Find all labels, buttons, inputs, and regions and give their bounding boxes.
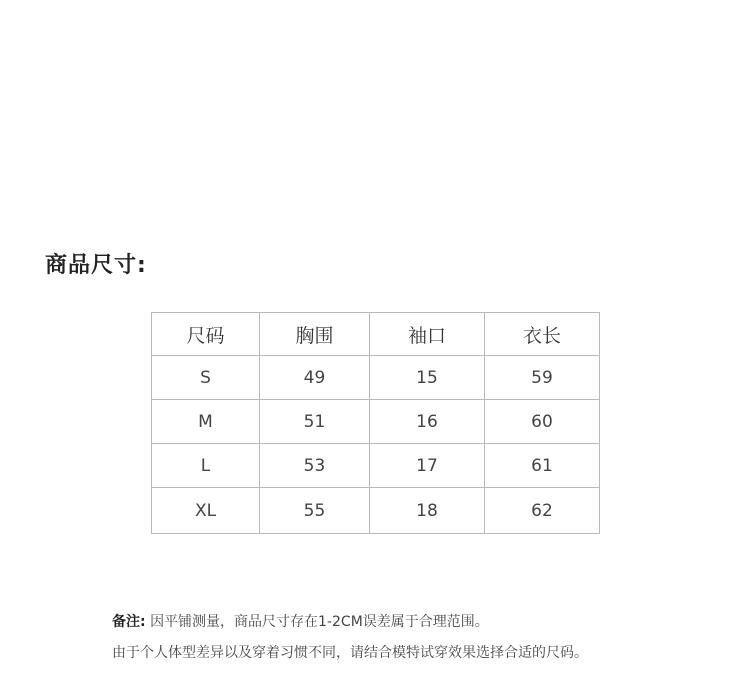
cell-size: XL (152, 488, 260, 534)
cell-cuff: 15 (370, 356, 485, 400)
cell-chest: 53 (260, 444, 370, 488)
cell-chest: 51 (260, 400, 370, 444)
note-line-1 (112, 611, 489, 631)
cell-length: 59 (485, 356, 600, 400)
header-chest: 胸围 (260, 313, 370, 356)
cell-length: 61 (485, 444, 600, 488)
note-text-2: 由于个人体型差异以及穿着习惯不同，请结合模特试穿效果选择合适的尺码。 (112, 645, 588, 661)
cell-size: L (152, 444, 260, 488)
cell-cuff: 17 (370, 444, 485, 488)
cell-cuff: 18 (370, 488, 485, 534)
cell-chest: 49 (260, 356, 370, 400)
section-title: 商品尺寸: (45, 253, 147, 278)
cell-length: 62 (485, 488, 600, 534)
cell-length: 60 (485, 400, 600, 444)
table-row (152, 356, 600, 400)
header-cuff: 袖口 (370, 313, 485, 356)
cell-chest: 55 (260, 488, 370, 534)
table-row (152, 400, 600, 444)
table-row (152, 488, 600, 534)
table-row (152, 444, 600, 488)
header-length: 衣长 (485, 313, 600, 356)
cell-cuff: 16 (370, 400, 485, 444)
table-header-row (152, 313, 600, 356)
cell-size: M (152, 400, 260, 444)
note-text-1: 因平铺测量，商品尺寸存在1-2CM误差属于合理范围。 (150, 614, 489, 630)
note-line-2 (112, 642, 588, 662)
header-size: 尺码 (152, 313, 260, 356)
size-table (151, 312, 600, 534)
cell-size: S (152, 356, 260, 400)
note-label: 备注: (112, 614, 146, 630)
